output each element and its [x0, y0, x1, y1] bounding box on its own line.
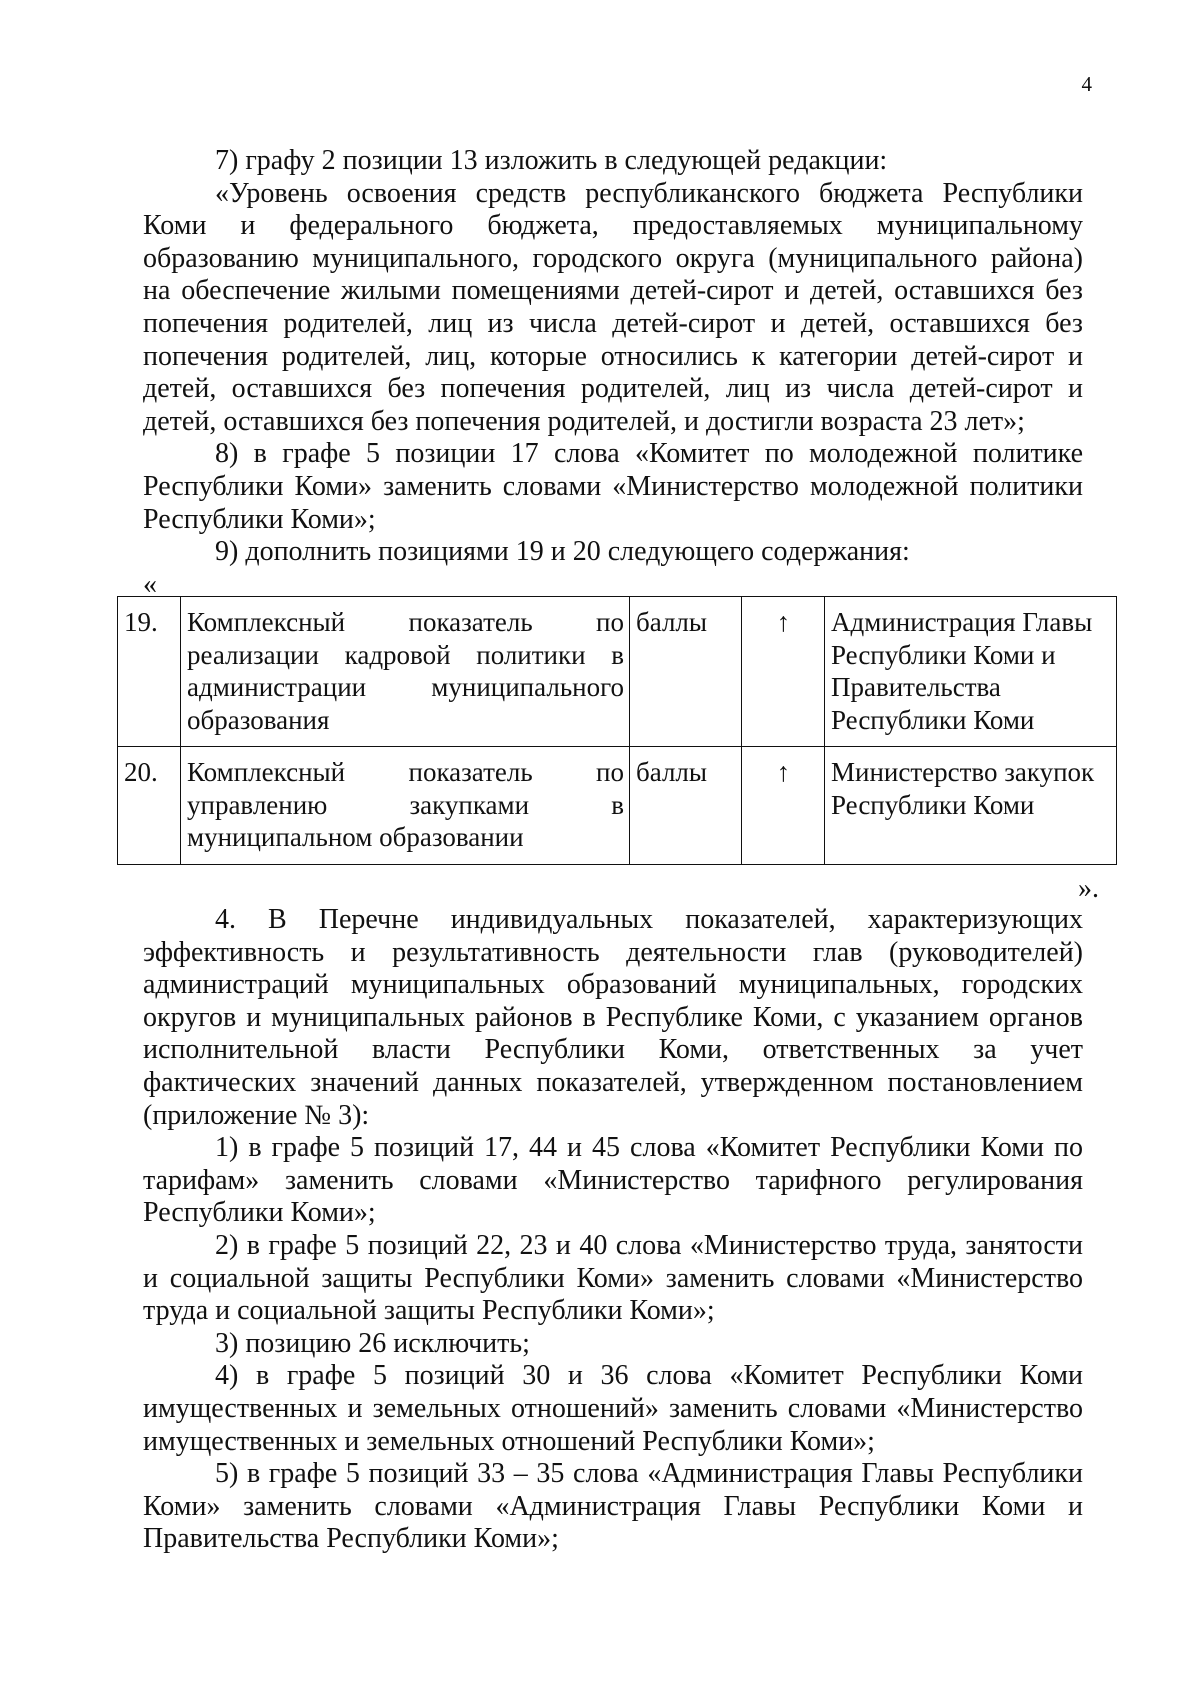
- table-row: [118, 597, 1117, 747]
- trend-arrow-up-icon: ↑: [742, 747, 825, 865]
- org-line: Администрация Главы: [831, 607, 1093, 637]
- paragraph-subitem-4: 4) в графе 5 позиций 30 и 36 слова «Комитет Республики Коми имущественных и земельных отношений» заменить словами «Министерство имущественных и земельных отношений Республики Коми»;: [143, 1360, 1083, 1457]
- positions-table: [117, 596, 1117, 865]
- paragraph-section-4: 4. В Перечне индивидуальных показателей, характеризующих эффективность и результативность деятельности глав (руководителей) администраций муниципальных образований муниципальных, городских округов и муниципальных районов в Республике Коми, с указанием органов исполнительной власти Республики Коми, ответственных за учет фактических значений данных показателей, утвержденном постановлением (приложение № 3):: [143, 904, 1083, 1131]
- paragraph-subitem-2: 2) в графе 5 позиций 22, 23 и 40 слова «Министерство труда, занятости и социальной защиты Республики Коми» заменить словами «Министерство труда и социальной защиты Республики Коми»;: [143, 1229, 1083, 1327]
- row-number: 19.: [118, 597, 181, 747]
- org-line: Республики Коми: [831, 789, 1035, 820]
- paragraph-item-8: 8) в графе 5 позиции 17 слова «Комитет по молодежной политике Республики Коми» заменить словами «Министерство молодежной политики Республики Коми»;: [143, 438, 1083, 535]
- table-row: [118, 747, 1117, 865]
- amendments-bottom-block: [143, 904, 1083, 1556]
- responsible-organization: [825, 747, 1117, 865]
- unit-of-measure: баллы: [630, 747, 742, 865]
- org-line: Республики Коми: [831, 704, 1035, 735]
- paragraph-subitem-3: 3) позицию 26 исключить;: [215, 1327, 530, 1359]
- org-line: Правительства: [831, 672, 1001, 702]
- responsible-organization: [825, 597, 1117, 747]
- page-number: 4: [1081, 72, 1092, 96]
- table-close-quote: ».: [1078, 873, 1099, 904]
- indicator-name: Комплексный показатель по управлению закупками в муниципальном образовании: [181, 747, 630, 865]
- indicator-name: Комплексный показатель по реализации кадровой политики в администрации муниципального образования: [181, 597, 630, 747]
- paragraph-subitem-5: 5) в графе 5 позиций 33 – 35 слова «Администрация Главы Республики Коми» заменить словами «Администрация Главы Республики Коми и Правительства Республики Коми»;: [143, 1458, 1083, 1555]
- org-line: Министерство закупок: [831, 757, 1095, 787]
- paragraph-item-9: 9) дополнить позициями 19 и 20 следующего содержания:: [215, 536, 910, 568]
- paragraph-subitem-1: 1) в графе 5 позиций 17, 44 и 45 слова «Комитет Республики Коми по тарифам» заменить словами «Министерство тарифного регулирования Республики Коми»;: [143, 1132, 1083, 1229]
- org-line: Республики Коми и: [831, 639, 1056, 670]
- row-number: 20.: [118, 747, 181, 865]
- paragraph-item-7: 7) графу 2 позиции 13 изложить в следующей редакции:: [215, 145, 888, 176]
- trend-arrow-up-icon: ↑: [742, 597, 825, 747]
- unit-of-measure: баллы: [630, 597, 742, 747]
- paragraph-new-wording-position-13: «Уровень освоения средств республиканского бюджета Республики Коми и федерального бюджета, предоставляемых муниципальному образованию муниципального, городского округа (муниципального района) на обеспечение жилыми помещениями детей-сирот и детей, оставшихся без попечения родителей, лиц из числа детей-сирот и детей, оставшихся без попечения родителей, лиц, которые относились к категории детей-сирот и детей, оставшихся без попечения родителей, лиц из числа детей-сирот и детей, оставшихся без попечения родителей, и достигли возраста 23 лет»;: [143, 177, 1083, 437]
- amendments-top-block: [143, 145, 1083, 569]
- table-open-quote: «: [143, 569, 157, 600]
